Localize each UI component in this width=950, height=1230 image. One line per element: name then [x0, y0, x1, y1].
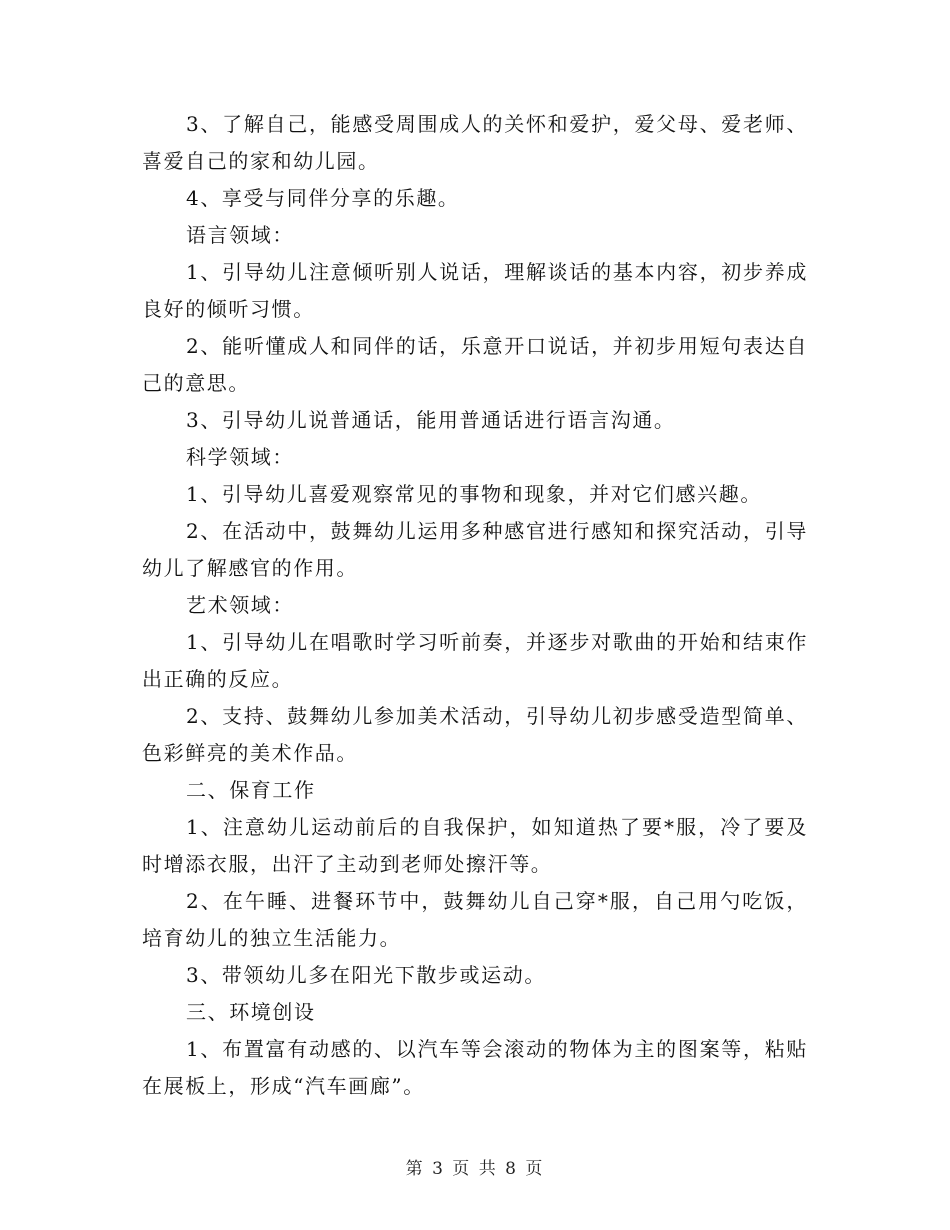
section-heading: 科学领域：	[186, 445, 294, 469]
paragraph: 1、引导幼儿注意倾听别人说话，理解谈话的基本内容，初步养成良好的倾听习惯。	[142, 260, 808, 321]
section-heading: 艺术领域：	[186, 593, 294, 617]
section-heading: 二、保育工作	[186, 778, 316, 802]
paragraph: 2、在活动中，鼓舞幼儿运用多种感官进行感知和探究活动，引导幼儿了解感官的作用。	[142, 519, 808, 580]
document-body	[142, 106, 808, 1105]
paragraph: 3、引导幼儿说普通话，能用普通话进行语言沟通。	[186, 408, 676, 432]
paragraph: 3、带领幼儿多在阳光下散步或运动。	[186, 963, 546, 987]
paragraph: 1、布置富有动感的、以汽车等会滚动的物体为主的图案等，粘贴在展板上，形成“汽车画廊”。	[142, 1037, 808, 1098]
paragraph: 2、在午睡、进餐环节中，鼓舞幼儿自己穿*服，自己用勺吃饭，培育幼儿的独立生活能力。	[142, 889, 808, 950]
section-heading: 三、环境创设	[186, 1000, 316, 1024]
section-heading: 语言领域：	[186, 223, 294, 247]
paragraph: 1、注意幼儿运动前后的自我保护，如知道热了要*服，冷了要及时增添衣服，出汗了主动到老师处擦汗等。	[142, 815, 808, 876]
paragraph: 4、享受与同伴分享的乐趣。	[186, 186, 460, 210]
paragraph: 1、引导幼儿喜爱观察常见的事物和现象，并对它们感兴趣。	[186, 482, 762, 506]
paragraph: 2、支持、鼓舞幼儿参加美术活动，引导幼儿初步感受造型简单、色彩鲜亮的美术作品。	[142, 704, 808, 765]
paragraph: 3、了解自己，能感受周围成人的关怀和爱护，爱父母、爱老师、喜爱自己的家和幼儿园。	[142, 112, 808, 173]
page-number: 第 3 页 共 8 页	[405, 1159, 545, 1179]
paragraph: 2、能听懂成人和同伴的话，乐意开口说话，并初步用短句表达自己的意思。	[142, 334, 808, 395]
paragraph: 1、引导幼儿在唱歌时学习听前奏，并逐步对歌曲的开始和结束作出正确的反应。	[142, 630, 808, 691]
